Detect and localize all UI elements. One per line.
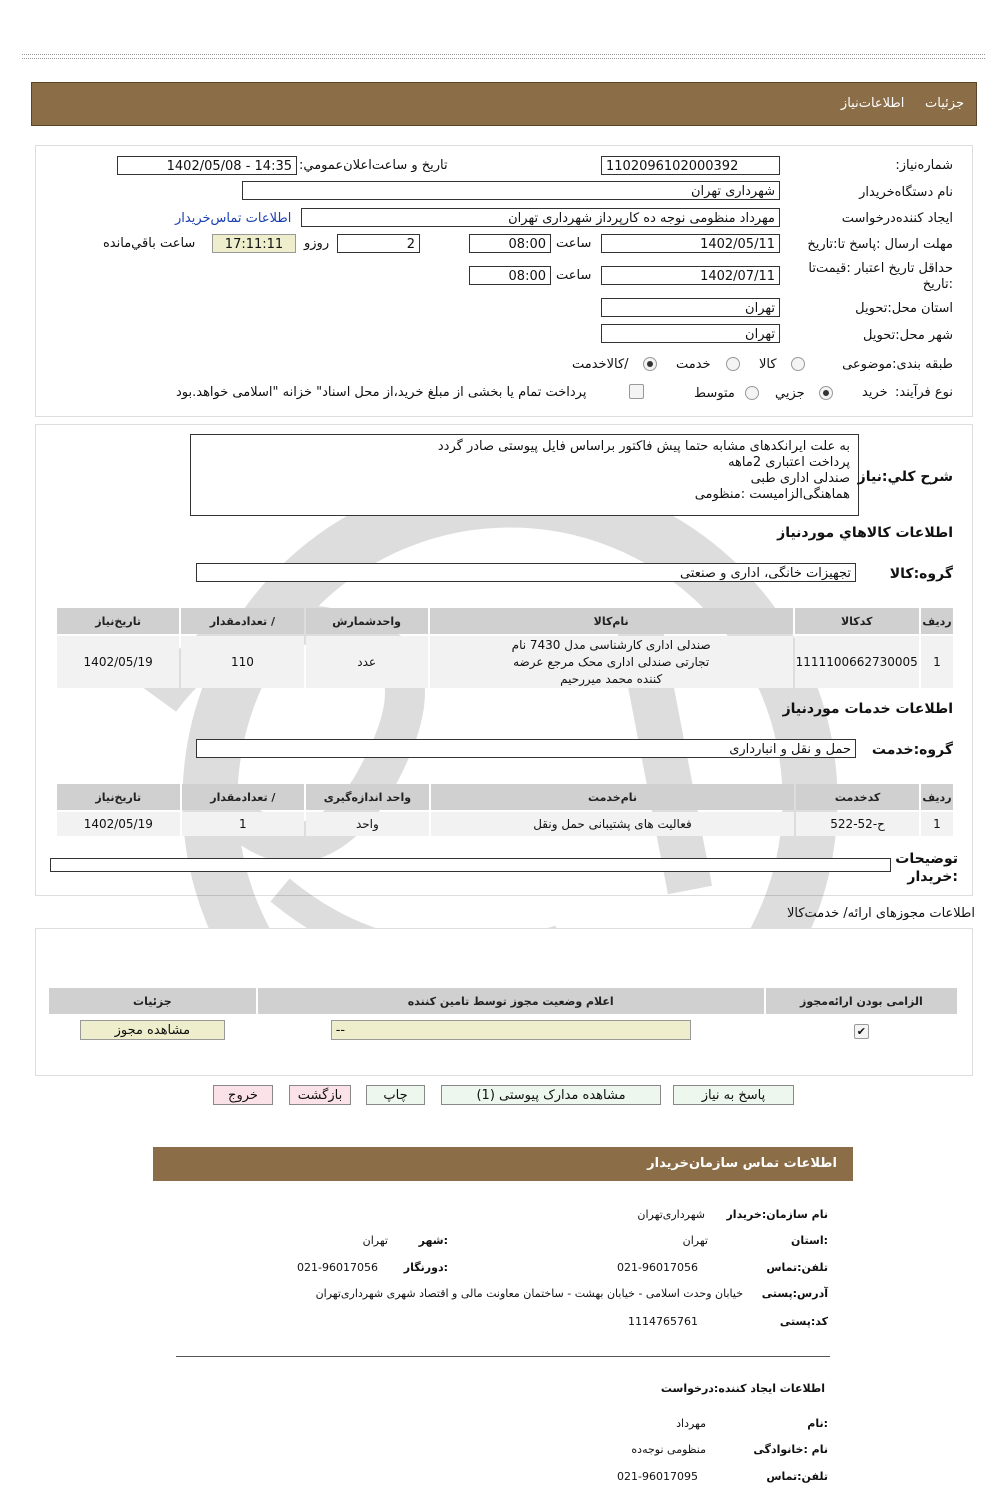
city-label: شهر محل:تحویل [863,328,953,343]
creator-name-label: :نام [807,1417,828,1430]
reply-time-field: 08:00 [469,234,551,253]
proc-medium-label: متوسط [694,386,735,401]
creator-family-value: منظومی نوجه‌ده [631,1443,706,1456]
goods-group-label: گروه:کالا [889,566,953,582]
org-city-label: :شهر [418,1234,448,1247]
category-label: طبقه بندی:موضوعی [842,357,953,372]
reply-time-label: ساعت [556,236,592,251]
org-contact-bar [153,1147,853,1181]
services-group-label: گروه:خدمت [871,742,953,758]
creator-phone-value: 021-96017095 [617,1470,698,1483]
services-section-title: اطلاعات خدمات موردنیاز [782,701,953,717]
permits-title: اطلاعات مجوزهای ارائه/ خدمت‌کالا [786,906,975,921]
creator-name-value: مهرداد [676,1417,706,1430]
creator-contact-title: اطلاعات ایجاد کننده:درخواست [660,1382,825,1395]
city-field: تهران [601,324,780,343]
permits-cell-details [49,1016,256,1046]
goods-cell-unit: عدد [306,636,428,688]
permits-col-status: اعلام وضعیت مجوز توسط تامین کننده [258,988,764,1014]
cat-goods-service-radio[interactable] [643,357,657,371]
reply-deadline-label: مهلت ارسال :پاسخ تا:تاریخ [807,237,953,252]
services-col-row: ردیف [921,784,953,810]
goods-cell-qty: 110 [181,636,303,688]
cat-goods-radio[interactable] [791,357,805,371]
services-table [55,782,955,838]
services-col-name: نام‌خدمت [431,784,795,810]
goods-col-unit: واحدشمارش [306,608,428,634]
breadcrumb [841,96,964,111]
org-province-label: :استان [791,1234,828,1247]
goods-cell-row: 1 [921,636,953,688]
process-label: نوع فرآیند: [895,385,953,400]
attachments-button[interactable]: مشاهده مدارک پیوستی (1) [441,1085,661,1105]
services-col-date: تاریخ‌نیاز [57,784,180,810]
proc-partial-radio[interactable] [819,386,833,400]
buyer-notes-label: توضیحات :خریدار [895,851,958,885]
permits-cell-status [258,1016,764,1046]
back-button[interactable]: بازگشت [289,1085,351,1105]
creator-phone-label: تلفن:تماس [766,1470,828,1483]
province-label: استان محل:تحویل [855,301,953,316]
org-province-value: تهران [682,1234,708,1247]
province-field: تهران [601,298,780,317]
permit-required-checkbox[interactable]: ✔ [854,1024,869,1039]
buyer-org-label: نام دستگاه‌خریدار [859,185,953,200]
org-contact-title: اطلاعات تماس سازمان‌خریدار [647,1156,837,1171]
proc-medium-radio[interactable] [745,386,759,400]
buyer-org-field: شهرداری تهران [242,181,780,200]
goods-cell-code: 1111100662730005 [795,636,919,688]
description-label: شرح کلي:نیاز [857,469,953,485]
creator-label: ایجاد کننده‌درخواست [841,211,953,226]
reply-date-field: 1402/05/11 [601,234,780,253]
org-name-value: شهرداری‌تهران [637,1208,705,1221]
services-cell-unit: واحد [306,812,429,836]
org-fax-value: 021-96017056 [297,1261,378,1274]
description-line: به علت ایرانکدهای مشابه حتما پیش فاکتور براساس فایل پیوستی صادر گردد [437,439,850,454]
breadcrumb-need-info[interactable]: اطلاعات‌نیاز [840,96,905,111]
description-line: هماهنگی‌الزامیست :منظومی [694,487,850,502]
permits-col-required: الزامی بودن ارائه‌مجوز [766,988,957,1014]
announce-label: تاریخ و ساعت‌اعلان‌عمومي: [299,158,448,173]
goods-section-title: اطلاعات کالاهاي موردنیاز [777,525,953,541]
cat-goods-service-label: /کالاخدمت [572,357,629,372]
org-city-value: تهران [362,1234,388,1247]
org-postal-label: کد:پستی [779,1315,828,1328]
services-cell-row: 1 [921,812,953,836]
description-box [190,434,859,516]
validity-time-label: ساعت [556,268,592,283]
cat-service-label: خدمت [676,357,711,372]
services-cell-qty: 1 [182,812,305,836]
validity-label-2: :تاریخ [922,277,953,292]
buyer-notes-field [50,858,891,872]
table-row [57,812,953,836]
creator-family-label: نام :خانوادگی [753,1443,828,1456]
need-number-field: 1102096102000392 [601,156,780,175]
org-postal-value: 1114765761 [628,1315,698,1328]
org-phone-value: 021-96017056 [617,1261,698,1274]
proc-partial-label: جزيي [775,386,805,401]
services-col-unit: واحد اندازه‌گیری [306,784,429,810]
description-line: صندلی اداری طبی [750,471,850,486]
breadcrumb-details[interactable]: جزئیات [925,96,964,111]
remaining-label: ساعت باقي‌مانده [103,236,196,251]
need-number-label: شماره‌نیاز: [895,158,953,173]
days-field: 2 [337,234,420,253]
validity-time-field: 08:00 [469,266,551,285]
org-phone-label: تلفن:تماس [766,1261,828,1274]
validity-date-field: 1402/07/11 [601,266,780,285]
org-address-value: خیابان وحدت اسلامی - خیابان بهشت - ساختمان معاونت مالی و اقتصاد شهری شهرداری‌تهران [315,1287,743,1300]
announce-field: 1402/05/08 - 14:35 [117,156,297,175]
goods-cell-name: صندلی اداری کارشناسی مدل 7430 نام تجارتی صندلی اداری محک مرجع عرضه کننده محمد میررحیم [430,636,793,688]
table-row [49,1016,957,1046]
services-col-qty: / تعدادمقدار [182,784,305,810]
goods-col-qty: / تعدادمقدار [181,608,303,634]
services-group-field: حمل و نقل و انبارداری [196,739,856,758]
goods-table [55,606,955,690]
remaining-timer: 17:11:11 [212,234,296,253]
description-line: پرداخت اعتباری 2ماهه [728,455,850,470]
contact-divider [176,1356,830,1357]
creator-field: مهرداد منظومی نوجه ده کارپرداز شهرداری تهران [301,208,780,227]
goods-col-date: تاریخ‌نیاز [57,608,179,634]
treasury-checkbox[interactable] [629,384,644,399]
org-name-label: نام سازمان:خریدار [726,1208,828,1221]
print-button[interactable]: چاپ [366,1085,425,1105]
permits-col-details: جزئیات [49,988,256,1014]
org-address-label: آدرس:پستی [761,1287,828,1300]
permit-status-field[interactable]: -- [331,1020,691,1040]
top-divider [22,54,985,59]
validity-label: حداقل تاریخ اعتبار :قیمت‌تا [808,261,953,276]
services-cell-date: 1402/05/19 [57,812,180,836]
permits-cell-required [766,1016,957,1046]
reply-button[interactable]: پاسخ به نیاز [673,1085,794,1105]
cat-goods-label: کالا [759,357,777,372]
header-bar [31,82,977,126]
cat-service-radio[interactable] [726,357,740,371]
days-label: روزو [304,236,330,251]
table-row [57,636,953,688]
goods-col-code: کدکالا [795,608,919,634]
permits-table [47,986,959,1048]
goods-col-name: نام‌کالا [430,608,793,634]
treasury-note: پرداخت تمام یا بخشی از مبلغ خرید،از محل اسناد" خزانه "اسلامی خواهد.بود [176,385,587,400]
services-cell-code: ح-52-522 [796,812,919,836]
goods-group-field: تجهیزات خانگی، اداری و صنعتی [196,563,856,582]
goods-cell-date: 1402/05/19 [57,636,179,688]
goods-col-row: ردیف [921,608,953,634]
exit-button[interactable]: خروج [213,1085,273,1105]
org-fax-label: :دورنگار [403,1261,448,1274]
process-buy: خرید [862,385,888,400]
services-col-code: کدخدمت [796,784,919,810]
buyer-contact-link[interactable]: اطلاعات تماس‌خریدار [175,211,292,226]
view-permit-button[interactable]: مشاهده مجوز [80,1020,225,1040]
services-cell-name: فعالیت های پشتیبانی حمل ونقل [431,812,795,836]
